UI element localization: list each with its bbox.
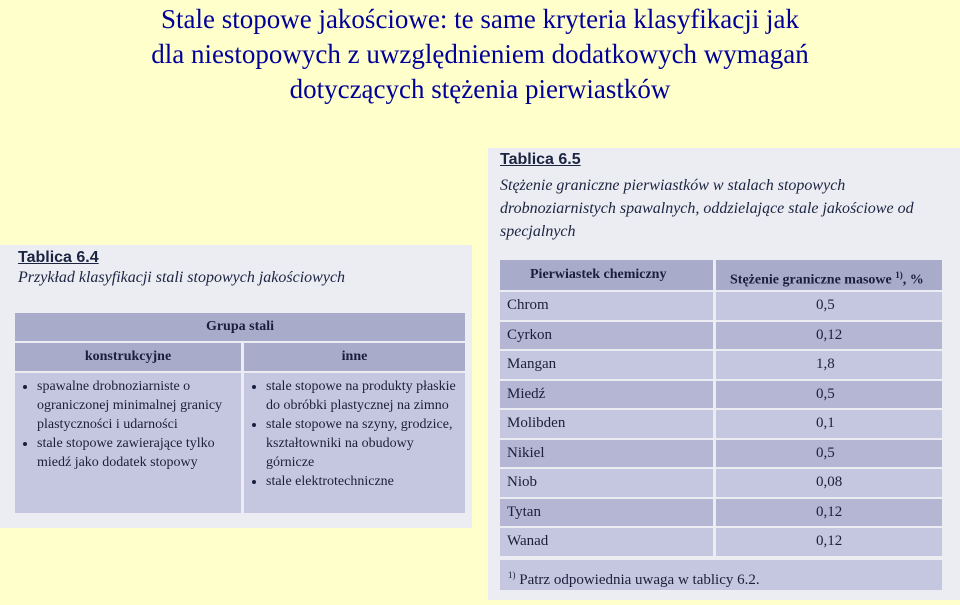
table-6-4-subtitle: Przykład klasyfikacji stali stopowych jakościowych: [18, 269, 346, 286]
group-header: Grupa stali: [15, 313, 465, 341]
footnote-mark: 1): [508, 570, 516, 580]
list-item: • stale stopowe na szyny, grodzice, kształtowniki na obudowy górnicze: [266, 415, 465, 472]
footnote-ref: 1): [895, 270, 903, 280]
list-item: • spawalne drobnoziarniste o ograniczonej minimalnej granicy plastyczności i udarności: [37, 377, 241, 434]
table-row: [500, 410, 942, 438]
element-value: 0,12: [716, 499, 942, 527]
table-footnote: [500, 560, 942, 590]
footnote-text: Patrz odpowiednia uwaga w tablicy 6.2.: [519, 572, 760, 588]
concentration-header: [716, 260, 942, 290]
element-name: Tytan: [500, 499, 713, 527]
table-row: [500, 469, 942, 497]
element-name: Cyrkon: [500, 322, 713, 350]
element-name: Wanad: [500, 528, 713, 556]
element-value: 0,12: [716, 528, 942, 556]
table-body: [500, 292, 942, 558]
table-row: [500, 528, 942, 556]
table-6-4-caption: Tablica 6.4: [18, 249, 99, 266]
element-value: 0,08: [716, 469, 942, 497]
element-value: 0,5: [716, 381, 942, 409]
element-name: Mangan: [500, 351, 713, 379]
table-6-5-caption: Tablica 6.5: [500, 151, 581, 168]
other-cell: [244, 373, 465, 513]
title-line-1: Stale stopowe jakościowe: te same kryteria klasyfikacji jak: [160, 4, 800, 34]
table-row: [500, 292, 942, 320]
element-name: Niob: [500, 469, 713, 497]
concentration-header-label: Stężenie graniczne masowe: [730, 272, 892, 288]
slide-title: [0, 2, 960, 107]
table-6-5-subtitle: Stężenie graniczne pierwiastków w stalach stopowych drobnoziarnistych spawalnych, oddzielające stale jakościowe od specjalnych: [500, 177, 914, 240]
title-line-2: dla niestopowych z uwzględnieniem dodatkowych wymagań: [151, 39, 809, 69]
element-value: 0,5: [716, 440, 942, 468]
list-item: • stale stopowe zawierające tylko miedź jako dodatek stopowy: [37, 434, 241, 472]
col-other-header: inne: [244, 343, 465, 371]
concentration-unit: , %: [902, 272, 924, 288]
element-header: Pierwiastek chemiczny: [500, 260, 713, 290]
list-item: • stale elektrotechniczne: [266, 472, 465, 491]
list-item: • stale stopowe na produkty płaskie do obróbki plastycznej na zimno: [266, 377, 465, 415]
table-6-4-image: [0, 245, 472, 528]
table-row: [500, 322, 942, 350]
element-name: Nikiel: [500, 440, 713, 468]
element-name: Miedź: [500, 381, 713, 409]
table-row: [500, 351, 942, 379]
element-value: 1,8: [716, 351, 942, 379]
element-value: 0,1: [716, 410, 942, 438]
element-value: 0,12: [716, 322, 942, 350]
element-value: 0,5: [716, 292, 942, 320]
title-line-3: dotyczących stężenia pierwiastków: [289, 74, 671, 104]
table-6-5-image: [488, 148, 960, 600]
col-constructional-header: konstrukcyjne: [15, 343, 241, 371]
table-header: [500, 260, 942, 290]
constructional-cell: [15, 373, 241, 513]
element-name: Molibden: [500, 410, 713, 438]
table-row: [500, 499, 942, 527]
element-name: Chrom: [500, 292, 713, 320]
table-row: [500, 381, 942, 409]
table-row: [500, 440, 942, 468]
